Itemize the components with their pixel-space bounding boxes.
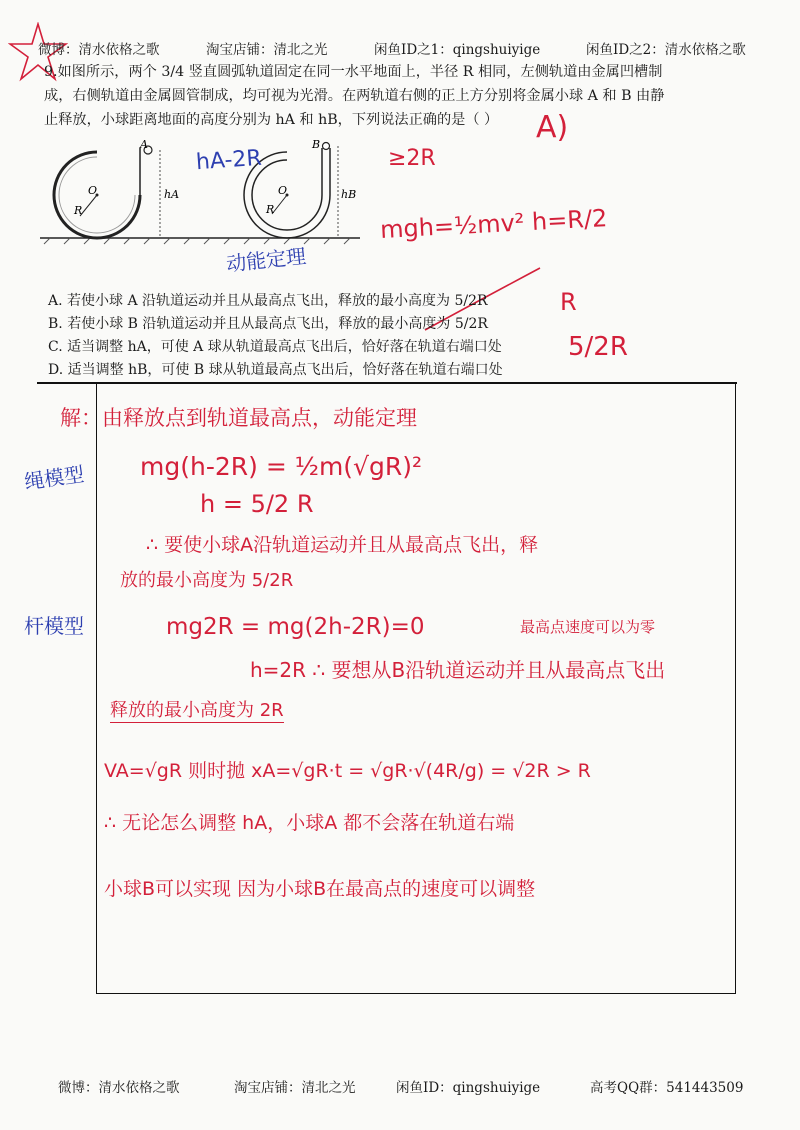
solution-line-6: mg2R = mg(2h-2R)=0: [166, 614, 425, 640]
label-hB: hB: [341, 188, 357, 201]
footer-taobao: 淘宝店铺：清北之光: [234, 1080, 356, 1096]
label-rod-model: 杆模型: [24, 614, 84, 638]
ball-B: [323, 143, 330, 150]
label-hA: hA: [164, 188, 180, 201]
label-R-left: R: [74, 204, 83, 217]
option-A: A. 若使小球 A 沿轨道运动并且从最高点飞出，释放的最小高度为 5/2R: [48, 293, 488, 309]
solution-line-5: 放的最小高度为 5/2R: [120, 570, 294, 591]
label-B: B: [312, 138, 321, 151]
solution-line-9: VA=√gR 则时拋 xA=√gR·t = √gR·√(4R/g) = √2R > R: [104, 760, 591, 782]
label-rope-model: 绳模型: [22, 461, 86, 495]
solution-line-3: h = 5/2 R: [200, 490, 314, 518]
problem-line-3: 止释放，小球距离地面的高度分别为 hA 和 hB，下列说法正确的是（ ）: [44, 112, 499, 128]
problem-line-1: 9.如图所示，两个 3/4 竖直圆弧轨道固定在同一水平地面上，半径 R 相同，左侧轨道由金属凹槽制: [44, 64, 663, 80]
note-ge-2R: ≥2R: [388, 146, 436, 171]
header-weibo: 微博：清水依格之歌: [38, 42, 160, 58]
note-mgh: mgh=½mv² h=R/2: [379, 204, 608, 244]
option-D: D. 适当调整 hB，可使 B 球从轨道最高点飞出后，恰好落在轨道右端口处: [48, 362, 503, 378]
solution-line-7: h=2R ∴ 要想从B沿轨道运动并且从最高点飞出: [250, 658, 666, 682]
option-B: B. 若使小球 B 沿轨道运动并且从最高点飞出，释放的最小高度为 5/2R: [48, 316, 488, 332]
problem-line-2: 成，右侧轨道由金属圆管制成，均可视为光滑。在两轨道右侧的正上方分别将金属小球 A 和 B 由静: [44, 88, 665, 104]
note-hA-2R: hA-2R: [195, 145, 263, 176]
solution-line-11: 小球B可以实现 因为小球B在最高点的速度可以调整: [104, 878, 536, 900]
note-answer-A: A): [536, 110, 569, 145]
footer-weibo: 微博：清水依格之歌: [58, 1080, 180, 1096]
options-list: [48, 290, 503, 382]
footer-qq: 高考QQ群：541443509: [590, 1080, 744, 1096]
solution-line-8: 释放的最小高度为 2R: [110, 696, 284, 723]
solution-line-6b: 最高点速度可以为零: [520, 618, 656, 636]
header-xianyu1: 闲鱼ID之1：qingshuiyige: [374, 42, 541, 58]
header-xianyu2: 闲鱼ID之2：清水依格之歌: [586, 42, 746, 58]
option-C: C. 适当调整 hA，可使 A 球从轨道最高点飞出后，恰好落在轨道右端口处: [48, 339, 502, 355]
footer-xianyu: 闲鱼ID：qingshuiyige: [396, 1080, 541, 1096]
solution-line-10: ∴ 无论怎么调整 hA，小球A 都不会落在轨道右端: [104, 812, 515, 834]
note-5-2R: 5/2R: [568, 332, 628, 362]
label-A: A: [140, 138, 148, 151]
label-R-right: R: [266, 203, 275, 216]
note-R: R: [560, 288, 577, 316]
header-bar: [38, 38, 778, 58]
solution-line-2: mg(h-2R) = ½m(√gR)²: [140, 452, 422, 481]
problem-statement: [44, 60, 774, 132]
label-O-right: O: [278, 184, 288, 197]
solution-line-4: ∴ 要使小球A沿轨道运动并且从最高点飞出，释: [146, 534, 539, 556]
header-taobao: 淘宝店铺：清北之光: [206, 42, 328, 58]
solution-line-1: 解：由释放点到轨道最高点，动能定理: [60, 406, 417, 430]
note-dongneng: 动能定理: [225, 243, 308, 277]
label-O-left: O: [88, 184, 98, 197]
